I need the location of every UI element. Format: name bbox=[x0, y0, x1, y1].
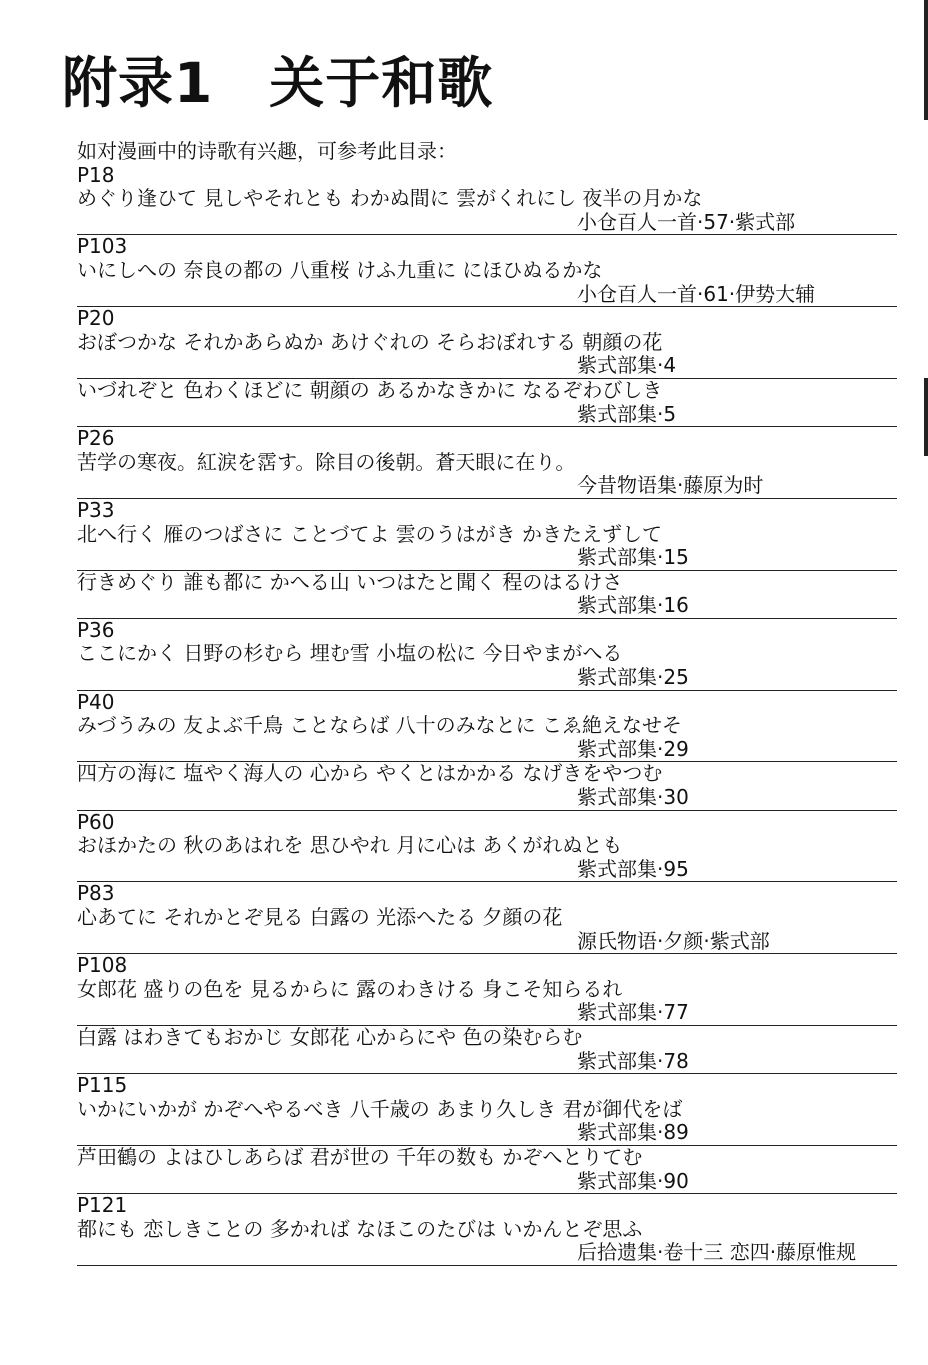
poem-text: 芦田鶴の よはひしあらば 君が世の 千年の数も かぞへとりてむ bbox=[77, 1144, 643, 1169]
page-title: 附录1 关于和歌 bbox=[62, 51, 494, 115]
page-reference: P108 bbox=[77, 953, 128, 978]
poem-text: みづうみの 友よぶ千鳥 ことならば 八十のみなとに こゑ絶えなせそ bbox=[77, 713, 683, 738]
source-rule bbox=[77, 403, 897, 428]
page-reference: P36 bbox=[77, 617, 115, 642]
poem-source: 小仓百人一首·57·紫式部 bbox=[577, 209, 796, 234]
page-reference: P20 bbox=[77, 306, 115, 331]
poem-source: 紫式部集·30 bbox=[577, 785, 689, 810]
poem-source: 紫式部集·25 bbox=[577, 665, 689, 690]
poem-section bbox=[77, 619, 897, 691]
poem-text: 都にも 恋しきことの 多かれば なほこのたびは いかんとぞ思ふ bbox=[77, 1216, 643, 1241]
poem-source: 今昔物语集·藤原为时 bbox=[577, 473, 764, 498]
poem-source: 紫式部集·16 bbox=[577, 593, 689, 618]
poem-section bbox=[77, 499, 897, 619]
page-reference: P18 bbox=[77, 162, 115, 187]
poem-text: 四方の海に 塩やく海人の 心から やくとはかかる なげきをやつむ bbox=[77, 761, 663, 786]
page-reference: P121 bbox=[77, 1193, 128, 1218]
source-rule bbox=[77, 1170, 897, 1195]
source-rule bbox=[77, 546, 897, 571]
poem-source: 紫式部集·89 bbox=[577, 1120, 689, 1145]
source-rule bbox=[77, 1001, 897, 1026]
poem-section bbox=[77, 235, 897, 307]
poem-section bbox=[77, 164, 897, 236]
poem-text: いにしへの 奈良の都の 八重桜 けふ九重に にほひぬるかな bbox=[77, 257, 603, 282]
source-rule bbox=[77, 738, 897, 763]
poem-section bbox=[77, 811, 897, 883]
source-rule bbox=[77, 666, 897, 691]
source-rule bbox=[77, 786, 897, 811]
page-reference: P33 bbox=[77, 497, 115, 522]
page-reference: P40 bbox=[77, 689, 115, 714]
source-rule bbox=[77, 594, 897, 619]
source-rule bbox=[77, 211, 897, 236]
source-rule bbox=[77, 1241, 897, 1266]
source-rule bbox=[77, 474, 897, 499]
poem-text: いかにいかが かぞへやるべき 八千歳の あまり久しき 君が御代をば bbox=[77, 1096, 683, 1121]
poem-text: おぼつかな それかあらぬか あけぐれの そらおぼれする 朝顔の花 bbox=[77, 329, 663, 354]
poem-text: いづれぞと 色わくほどに 朝顔の あるかなきかに なるぞわびしき bbox=[77, 377, 663, 402]
poem-source: 紫式部集·90 bbox=[577, 1168, 689, 1193]
poem-text: 北へ行く 雁のつばさに ことづてよ 雲のうはがき かきたえずして bbox=[77, 521, 663, 546]
poem-section bbox=[77, 1074, 897, 1194]
source-rule bbox=[77, 1121, 897, 1146]
poem-section bbox=[77, 882, 897, 954]
poem-source: 紫式部集·29 bbox=[577, 736, 689, 761]
poem-source: 紫式部集·15 bbox=[577, 545, 689, 570]
poem-source: 紫式部集·77 bbox=[577, 1000, 689, 1025]
poem-section bbox=[77, 427, 897, 499]
page-reference: P83 bbox=[77, 881, 115, 906]
page-reference: P60 bbox=[77, 809, 115, 834]
page-reference: P26 bbox=[77, 426, 115, 451]
source-rule bbox=[77, 354, 897, 379]
poem-section bbox=[77, 691, 897, 811]
poem-text: 行きめぐり 誰も都に かへる山 いつはたと聞く 程のはるけさ bbox=[77, 569, 623, 594]
poem-text: 心あてに それかとぞ見る 白露の 光添へたる 夕顔の花 bbox=[77, 905, 563, 929]
poem-section bbox=[77, 307, 897, 427]
poem-text: めぐり逢ひて 見しやそれとも わかぬ間に 雲がくれにし 夜半の月かな bbox=[77, 186, 703, 211]
poem-source: 后拾遗集·卷十三 恋四·藤原惟规 bbox=[577, 1240, 857, 1265]
source-rule bbox=[77, 930, 897, 955]
intro-text: 如对漫画中的诗歌有兴趣，可参考此目录： bbox=[77, 139, 457, 163]
page-reference: P115 bbox=[77, 1073, 128, 1098]
source-rule bbox=[77, 283, 897, 308]
poem-text: ここにかく 日野の杉むら 埋む雪 小塩の松に 今日やまがへる bbox=[77, 641, 623, 666]
poem-source: 紫式部集·5 bbox=[577, 401, 677, 426]
poem-section bbox=[77, 954, 897, 1074]
poem-source: 源氏物语·夕颜·紫式部 bbox=[577, 928, 770, 953]
source-rule bbox=[77, 858, 897, 883]
page-edge-mark bbox=[924, 378, 928, 456]
poem-text: おほかたの 秋のあはれを 思ひやれ 月に心は あくがれぬとも bbox=[77, 833, 623, 858]
poem-source: 小仓百人一首·61·伊势大辅 bbox=[577, 281, 816, 306]
poem-index bbox=[77, 140, 897, 1266]
poem-source: 紫式部集·78 bbox=[577, 1048, 689, 1073]
poem-text: 苦学の寒夜。紅涙を霑す。除目の後朝。蒼天眼に在り。 bbox=[77, 449, 576, 474]
source-rule bbox=[77, 1050, 897, 1075]
page-reference: P103 bbox=[77, 234, 128, 259]
poem-text: 白露 はわきてもおかじ 女郎花 心からにや 色の染むらむ bbox=[77, 1024, 583, 1049]
poem-text: 女郎花 盛りの色を 見るからに 露のわきける 身こそ知らるれ bbox=[77, 976, 623, 1001]
poem-source: 紫式部集·95 bbox=[577, 856, 689, 881]
poem-source: 紫式部集·4 bbox=[577, 353, 677, 378]
poem-section bbox=[77, 1194, 897, 1266]
page-edge-mark bbox=[924, 0, 928, 120]
